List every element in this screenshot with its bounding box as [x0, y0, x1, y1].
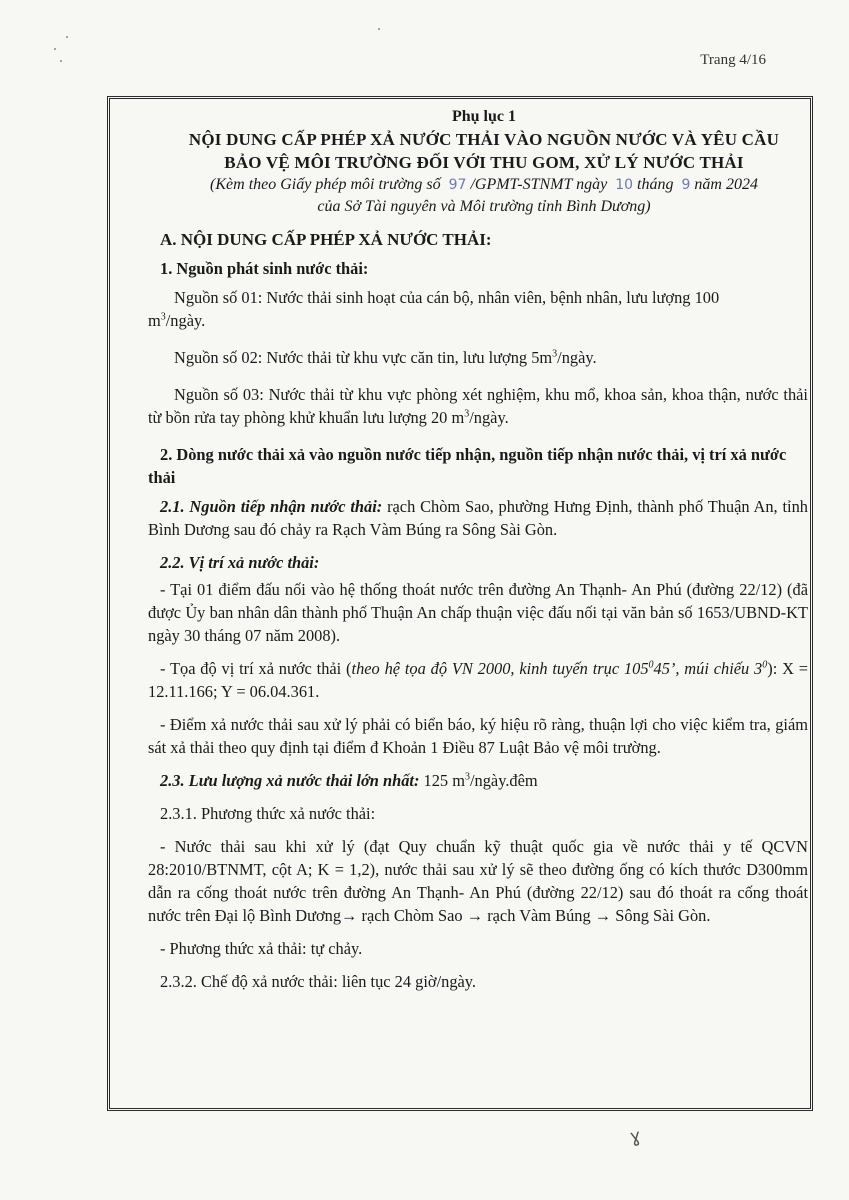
section-2-3-label: 2.3. Lưu lượng xả nước thải lớn nhất: — [160, 771, 420, 790]
section-2-2-title: 2.2. Vị trí xả nước thải: — [160, 553, 320, 572]
title-block — [160, 106, 808, 218]
scan-speck — [60, 60, 62, 62]
subtitle-line-2: của Sở Tài nguyên và Môi trường tỉnh Bình Dương) — [317, 198, 651, 215]
source-1-text: Nguồn số 01: Nước thải sinh hoạt của cán bộ, nhân viên, bệnh nhân, lưu lượng 100 — [174, 288, 720, 307]
subtitle-prefix: (Kèm theo Giấy phép môi trường số — [210, 176, 441, 193]
section-1-title: 1. Nguồn phát sinh nước thải: — [160, 259, 369, 278]
section-2-1-label: 2.1. Nguồn tiếp nhận nước thải: — [160, 497, 383, 516]
section-2-1-text: rạch Chòm Sao, phường Hưng Định, thành phố Thuận An, tỉnh Bình Dương sau đó chảy ra Rạch Vàm Búng ra Sông Sài Gòn. — [148, 497, 808, 539]
section-2-2-paragraph-1: - Tại 01 điểm đấu nối vào hệ thống thoát nước trên đường An Thạnh- An Phú (đường 22/12) (đã được Ủy ban nhân dân thành phố Thuận An chấp thuận việc đấu nối tại văn bản số 1653/UBND-KT ngày 30 tháng 07 năm 2008). — [148, 580, 808, 645]
scan-speck — [54, 48, 56, 50]
section-a-title: A. NỘI DUNG CẤP PHÉP XẢ NƯỚC THẢI: — [160, 230, 492, 249]
document-body — [148, 100, 808, 1003]
scan-speck — [378, 28, 380, 30]
section-2-1-paragraph — [148, 495, 808, 541]
main-title-line-1: NỘI DUNG CẤP PHÉP XẢ NƯỚC THẢI VÀO NGUỒN NƯỚC VÀ YÊU CẦU — [188, 130, 780, 149]
source-2-paragraph: Nguồn số 02: Nước thải từ khu vực căn tin, lưu lượng $5m^3$/ngày. — [174, 348, 597, 367]
section-2-3-1-paragraph-1: - Nước thải sau khi xử lý (đạt Quy chuẩn kỹ thuật quốc gia về nước thải y tế QCVN 28:2010/BTNMT, cột A; K = 1,2), nước thải sau xử lý sẽ theo đường ống có kích thước D300mm dẫn ra cống thoát nước trên đường An Thạnh- An Phú (đường 22/12) sau đó thoát ra cống thoát nước trên Đại lộ Bình Dương→ rạch Chòm Sao → rạch Vàm Búng → Sông Sài Gòn. — [148, 837, 808, 925]
source-3-paragraph: Nguồn số 03: Nước thải từ khu vực phòng xét nghiệm, khu mổ, khoa sản, khoa thận, nước thải từ bồn rửa tay phòng khử khuẩn lưu lượng 20 $m^3$/ngày. — [148, 385, 808, 427]
scan-speck — [66, 36, 68, 38]
handwritten-initial: ɣ — [628, 1125, 643, 1148]
subtitle-suffix: năm 2024 — [694, 176, 758, 193]
subtitle-line-1 — [120, 174, 848, 196]
section-2-3-2-paragraph: 2.3.2. Chế độ xả nước thải: liên tục 24 giờ/ngày. — [160, 972, 477, 991]
appendix-title: Phụ lục 1 — [451, 108, 516, 125]
subtitle-mid-1: /GPMT-STNMT ngày — [470, 176, 608, 193]
subtitle-mid-2: tháng — [637, 176, 674, 193]
source-1-paragraph — [148, 286, 808, 332]
source-1-unit: $m^3$/ngày. — [148, 311, 206, 330]
section-2-3-1-title: 2.3.1. Phương thức xả nước thải: — [160, 804, 376, 823]
section-2-2-paragraph-2: - Tọa độ vị trí xả nước thải (theo hệ tọa độ VN 2000, kinh tuyến trục $105^045$’, múi chiếu $3^0$): X = 12.11.166; Y = 06.04.361. — [148, 659, 808, 701]
section-2-3-value: 125 $m^3/ngày.đêm$ — [423, 771, 538, 790]
section-2-3-1-paragraph-2: - Phương thức xả thải: tự chảy. — [160, 939, 363, 958]
main-title-line-2: BẢO VỆ MÔI TRƯỜNG ĐỐI VỚI THU GOM, XỬ LÝ NƯỚC THẢI — [224, 153, 744, 172]
month-handwritten: 9 — [681, 177, 691, 193]
page-number: Trang 4/16 — [700, 52, 766, 68]
section-2-title: 2. Dòng nước thải xả vào nguồn nước tiếp nhận, nguồn tiếp nhận nước thải, vị trí xả nước thải — [148, 445, 787, 487]
section-2-3-paragraph — [160, 769, 808, 792]
day-handwritten: 10 — [615, 177, 634, 193]
permit-number-handwritten: 97 — [448, 177, 467, 193]
section-2-2-paragraph-3: - Điểm xả nước thải sau xử lý phải có biển báo, ký hiệu rõ ràng, thuận lợi cho việc kiểm tra, giám sát xả thải theo quy định tại điểm đ Khoản 1 Điều 87 Luật Bảo vệ môi trường. — [148, 715, 808, 757]
